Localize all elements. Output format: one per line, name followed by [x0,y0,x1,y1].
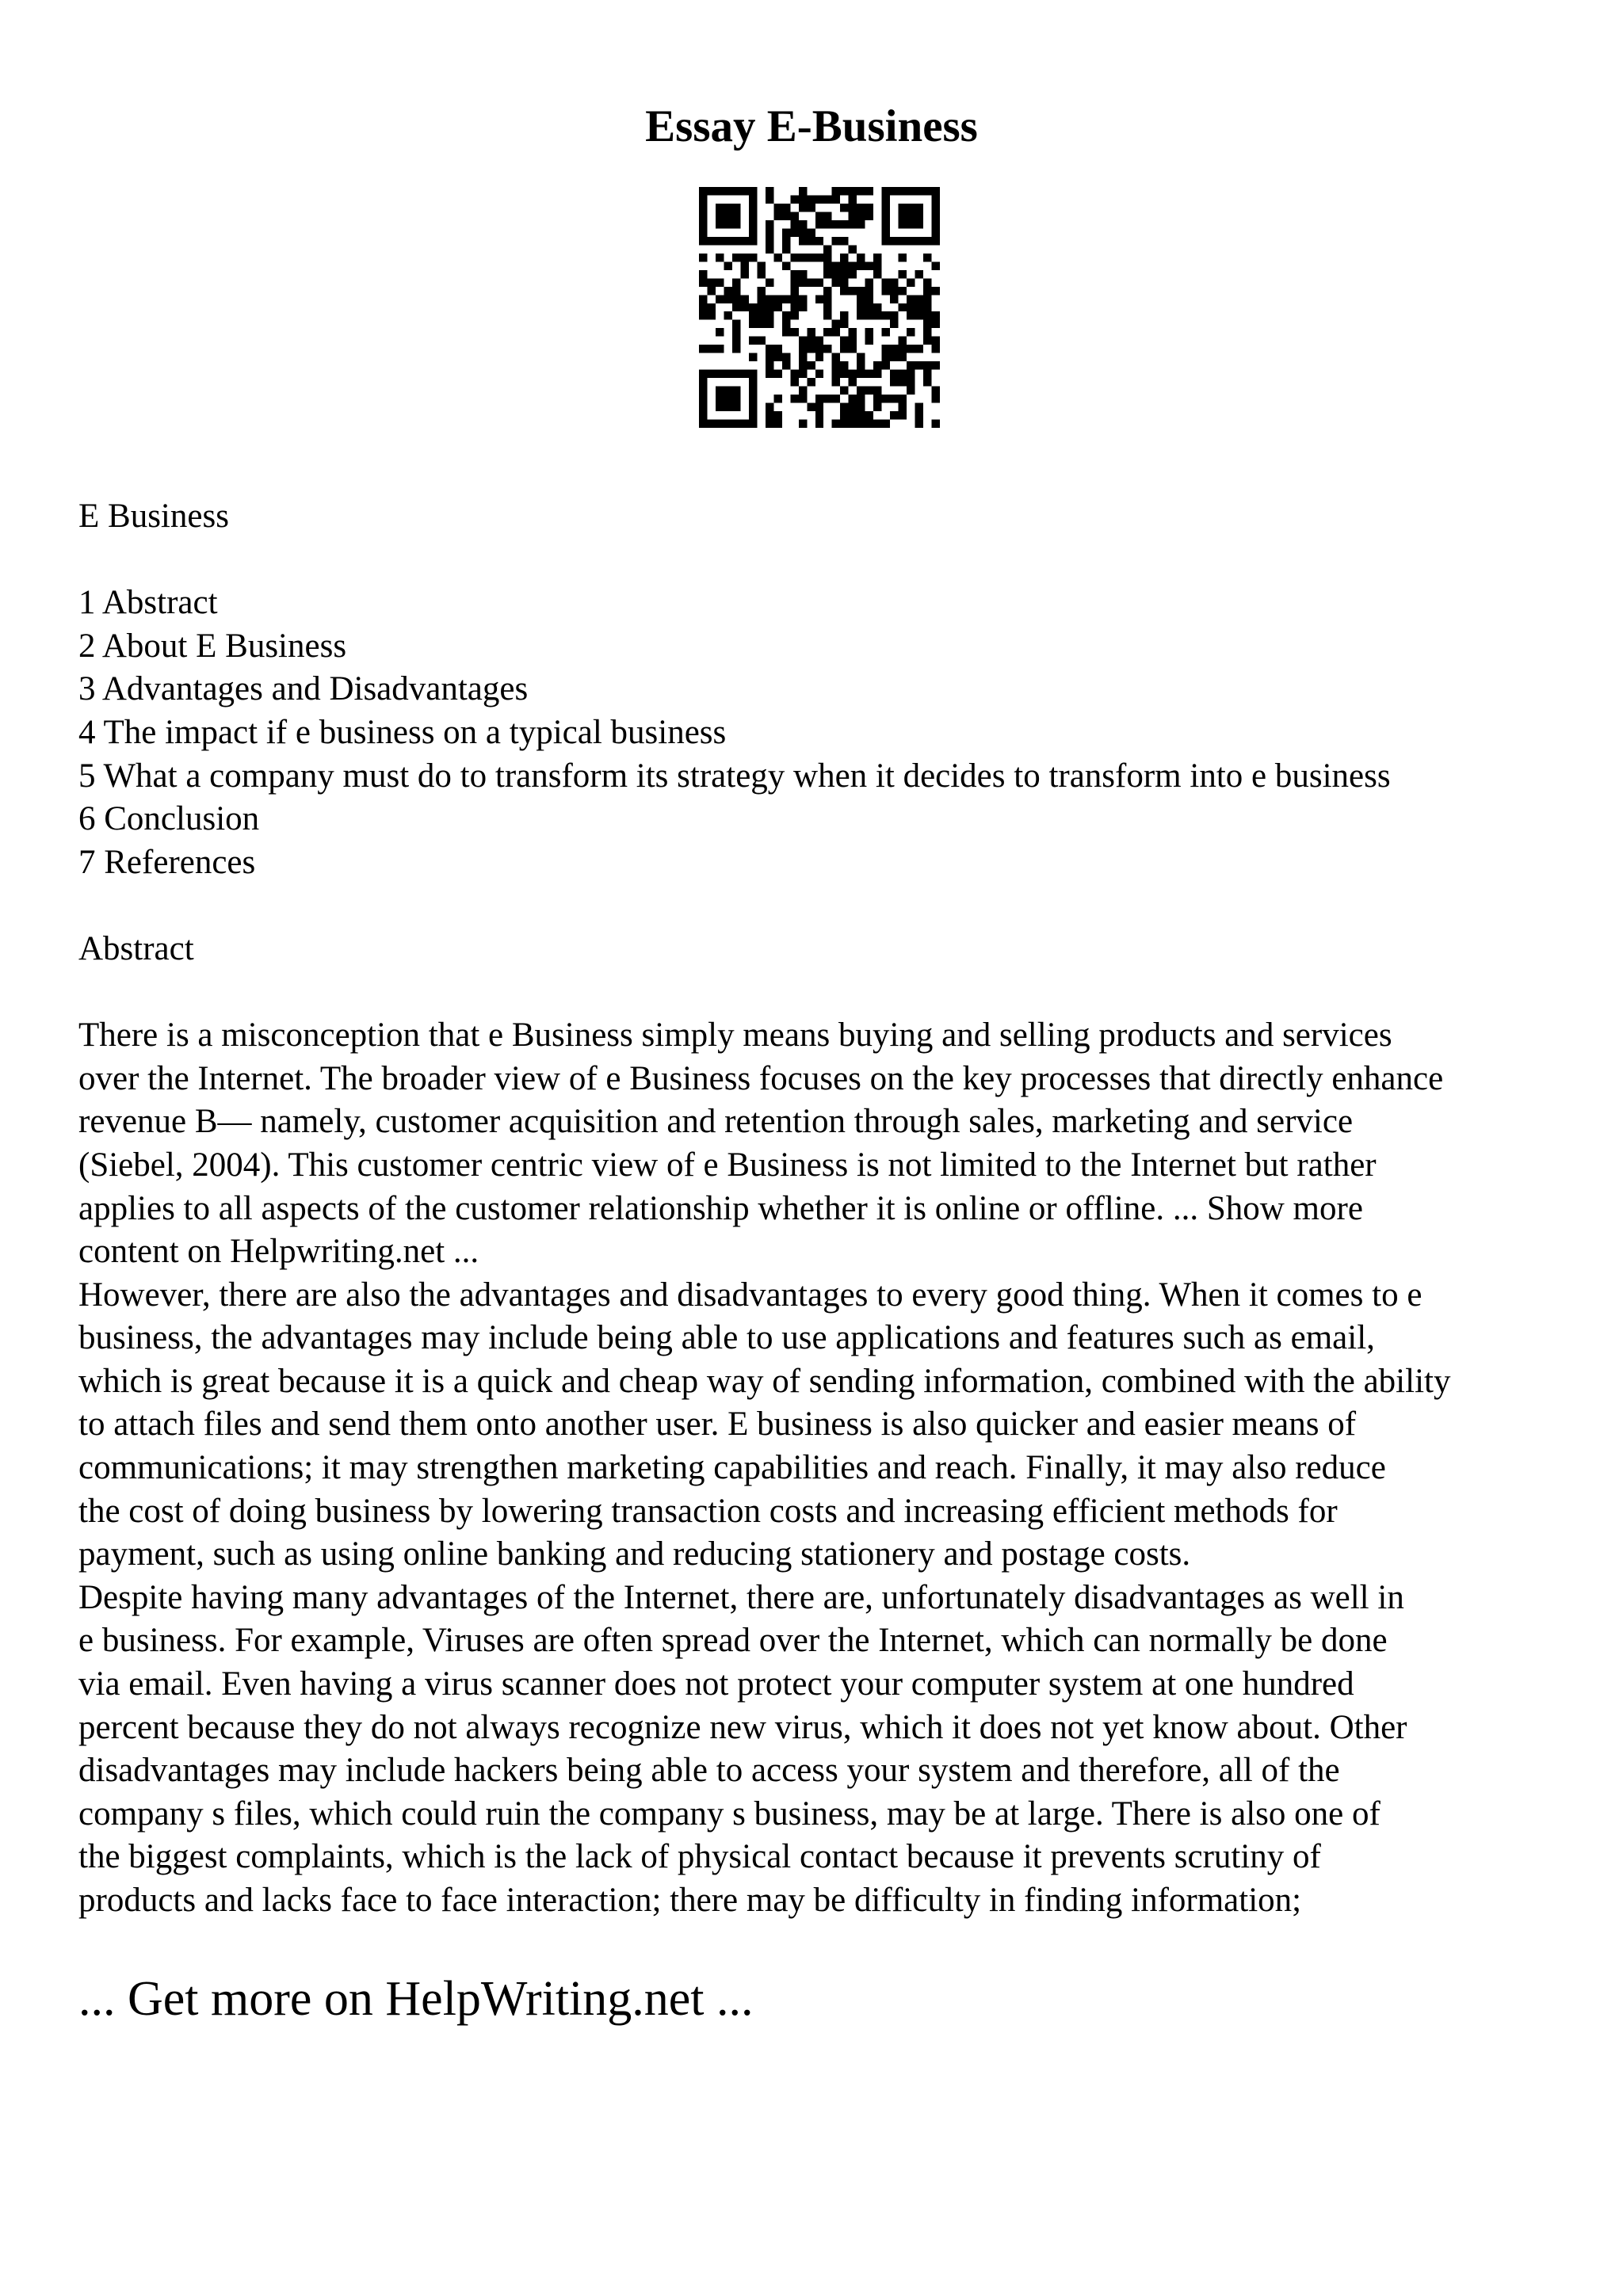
list-item: 6 Conclusion [78,800,260,838]
text-line: There is a misconception that e Business simply means buying and selling products and services [78,1016,1392,1055]
text-line: content on Helpwriting.net ... [78,1233,479,1271]
text-line: revenue В— namely, customer acquisition and retention through sales, marketing and service [78,1103,1354,1141]
text-line: over the Internet. The broader view of e Business focuses on the key processes that directly enhance [78,1059,1444,1097]
list-item: 2 About E Business [78,627,347,665]
list-item: 7 References [78,843,256,881]
text-line: (Siebel, 2004). This customer centric view of e Business is not limited to the Internet but rather [78,1146,1377,1184]
text-line: Despite having many advantages of the Internet, there are, unfortunately disadvantages as well in [78,1578,1404,1616]
text-line: company s files, which could ruin the company s business, may be at large. There is also one of [78,1794,1381,1833]
document-title: Essay E-Business [645,101,978,151]
list-item: 4 The impact if e business on a typical business [78,713,727,751]
text-line: disadvantages may include hackers being able to access your system and therefore, all of the [78,1752,1340,1790]
list-item: 3 Advantages and Disadvantages [78,670,529,708]
text-line: the biggest complaints, which is the lack of physical contact because it prevents scrutiny of [78,1838,1321,1876]
table-of-contents [78,582,1584,884]
qr-code-icon [699,187,940,428]
text-line: However, there are also the advantages and disadvantages to every good thing. When it comes to e [78,1276,1423,1314]
body-text [78,1014,1584,1922]
section-heading: Abstract [78,929,194,967]
list-item: 5 What a company must do to transform its strategy when it decides to transform into e business [78,757,1391,795]
text-line: e business. For example, Viruses are often spread over the Internet, which can normally be done [78,1622,1388,1660]
text-line: business, the advantages may include being able to use applications and features such as email, [78,1319,1375,1357]
text-line: to attach files and send them onto another user. E business is also quicker and easier means of [78,1405,1357,1444]
footer-link[interactable]: ... Get more on HelpWriting.net ... [78,1972,754,2026]
text-line: percent because they do not always recognize new virus, which it does not yet know about. Other [78,1708,1407,1746]
text-line: communications; it may strengthen marketing capabilities and reach. Finally, it may also reduce [78,1449,1386,1487]
document-heading: E Business [78,498,229,535]
text-line: products and lacks face to face interaction; there may be difficulty in finding information; [78,1882,1302,1919]
text-line: payment, such as using online banking and reducing stationery and postage costs. [78,1535,1191,1573]
text-line: via email. Even having a virus scanner does not protect your computer system at one hundred [78,1665,1354,1703]
text-line: applies to all aspects of the customer relationship whether it is online or offline. ... Show more [78,1189,1363,1227]
list-item: 1 Abstract [78,584,218,622]
text-line: the cost of doing business by lowering transaction costs and increasing efficient methods for [78,1492,1338,1530]
text-line: which is great because it is a quick and cheap way of sending information, combined with the ability [78,1362,1451,1400]
document-body [78,495,1584,1923]
